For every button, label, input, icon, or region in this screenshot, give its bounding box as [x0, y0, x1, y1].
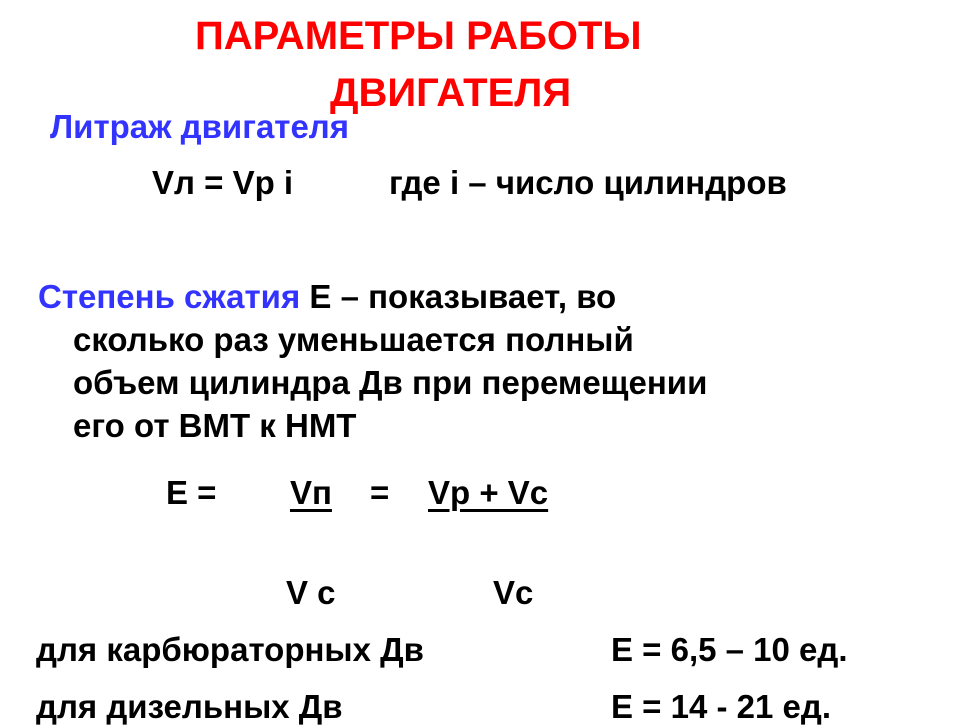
formula-e: Е = — [166, 474, 217, 511]
formula-equals: = — [370, 474, 390, 511]
displacement-formula-note: где i – число цилиндров — [389, 164, 787, 201]
value-row-diesel-ratio: Е = 14 - 21 ед. — [611, 688, 831, 725]
formula-numerator-2: Vр + Vс — [428, 474, 549, 511]
title-line-1: ПАРАМЕТРЫ РАБОТЫ — [195, 14, 642, 58]
compression-definition-line-4: его от ВМТ к НМТ — [73, 407, 357, 444]
displacement-heading: Литраж двигателя — [50, 108, 350, 145]
compression-definition-line-2: сколько раз уменьшается полный — [73, 321, 634, 358]
compression-definition-line-1 — [38, 280, 616, 313]
displacement-formula: Vл = Vр i — [152, 164, 294, 201]
formula-denominator-1: V с — [286, 574, 336, 611]
value-row-diesel-engine: для дизельных Дв — [36, 688, 343, 725]
value-row-carburetor-engine: для карбюраторных Дв — [36, 631, 424, 668]
value-row-carburetor-ratio: Е = 6,5 – 10 ед. — [611, 631, 848, 668]
title-line-2: ДВИГАТЕЛЯ — [330, 71, 572, 115]
compression-definition-first: Е – показывает, во — [300, 278, 617, 315]
compression-definition-line-3: объем цилиндра Дв при перемещении — [73, 364, 708, 401]
formula-denominator-2: Vс — [493, 574, 534, 611]
compression-term: Степень сжатия — [38, 278, 301, 315]
formula-numerator-1: Vп — [290, 474, 332, 511]
